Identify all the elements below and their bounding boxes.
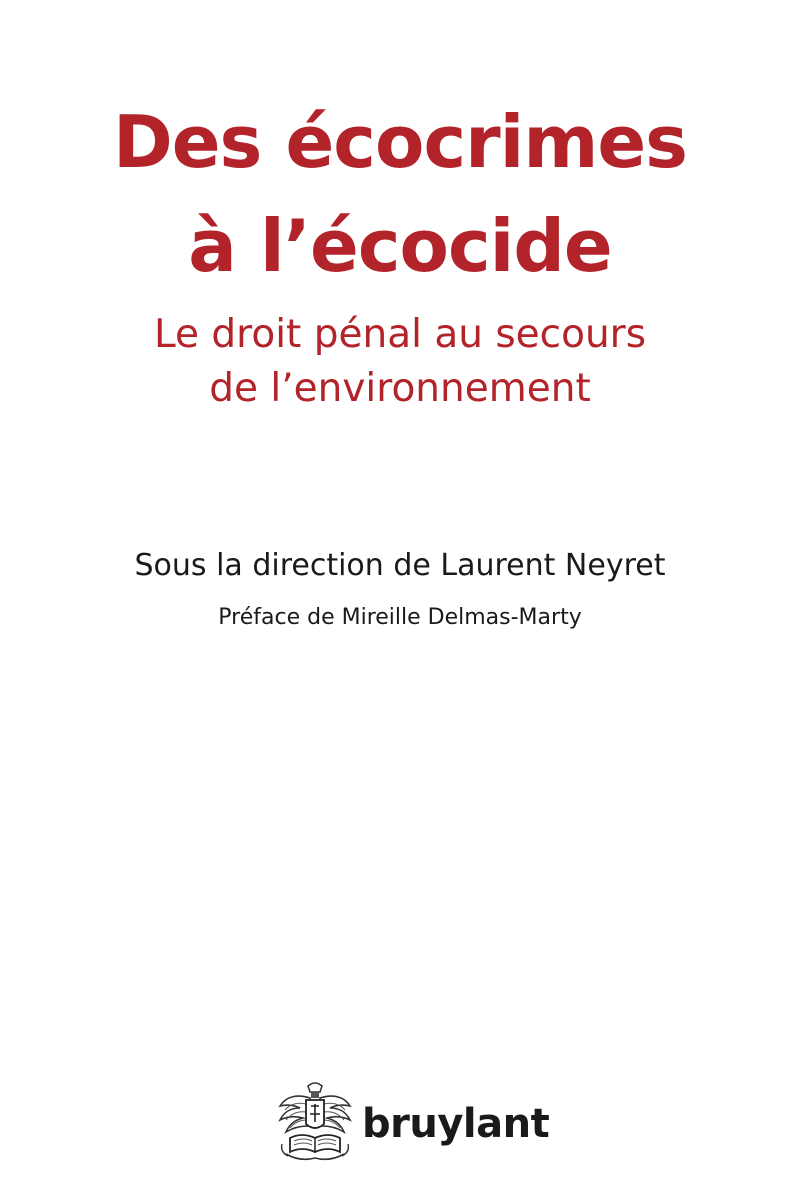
subtitle-line-1: Le droit pénal au secours bbox=[153, 312, 647, 357]
publisher-emblem-icon bbox=[276, 1080, 354, 1164]
title-line-2: à l’écocide bbox=[188, 204, 612, 288]
subtitle-line-2: de l’environnement bbox=[209, 366, 591, 411]
publisher-mark bbox=[272, 1080, 550, 1170]
publisher-name: bruylant bbox=[362, 1101, 550, 1147]
preface-credit: Préface de Mireille Delmas-Marty bbox=[218, 605, 582, 630]
subtitle bbox=[0, 308, 800, 416]
title-line-1: Des écocrimes bbox=[112, 100, 688, 184]
editor-credit: Sous la direction de Laurent Neyret bbox=[134, 548, 666, 583]
title bbox=[0, 90, 800, 298]
